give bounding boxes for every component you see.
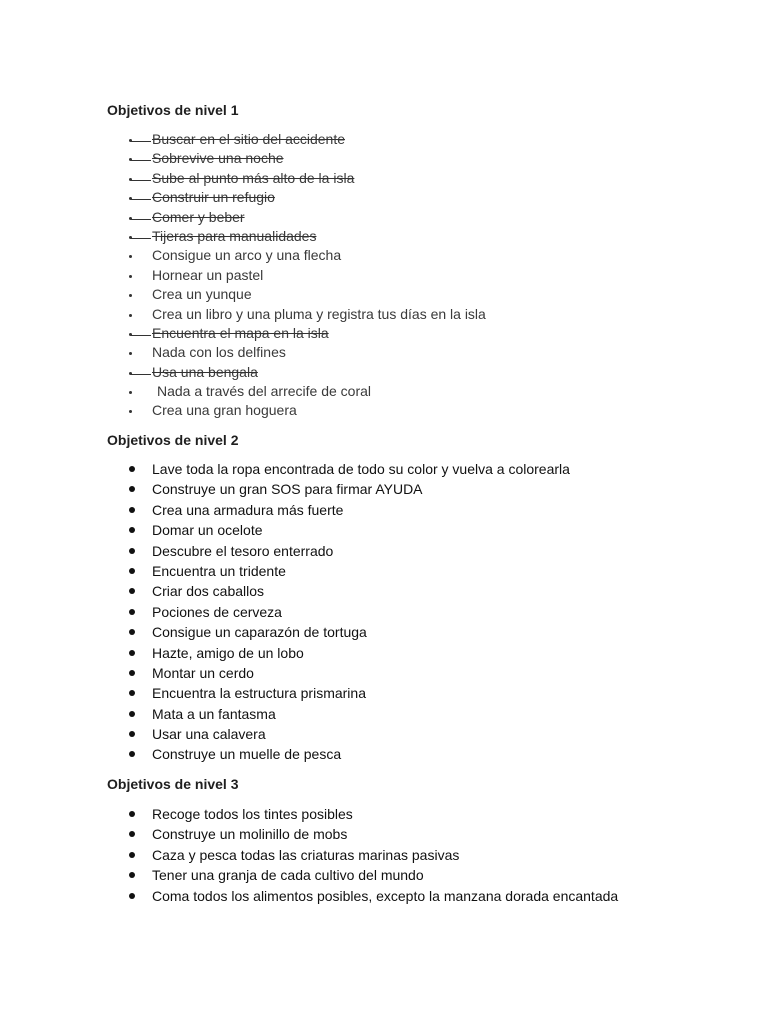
list-item-label: Sobrevive una noche [152, 150, 284, 167]
list-item-label: Montar un cerdo [152, 664, 254, 681]
bullet-icon [129, 507, 135, 513]
list-item-label: Sube al punto más alto de la isla [152, 169, 355, 186]
list-item-label: Construye un gran SOS para firmar AYUDA [152, 481, 423, 498]
list-item-label: Tener una granja de cada cultivo del mundo [152, 867, 424, 884]
list-item-label: Descubre el tesoro enterrado [152, 542, 334, 559]
bullet-icon [129, 568, 135, 574]
bullet-icon [129, 670, 135, 676]
list-item-label: Lave toda la ropa encontrada de todo su color y vuelva a colorearla [152, 461, 570, 477]
level1-heading: Objetivos de nivel 1 [107, 102, 239, 118]
bullet-icon [129, 852, 135, 858]
list-item-label: Encuentra la estructura prismarina [152, 685, 366, 702]
bullet-icon [129, 391, 132, 394]
list-item-label: Hazte, amigo de un lobo [152, 644, 304, 661]
list-item-label: Pociones de cerveza [152, 603, 282, 620]
list-item-label: Criar dos caballos [152, 583, 265, 600]
bullet-icon [129, 410, 132, 413]
strikethrough-mark [131, 141, 151, 142]
bullet-icon [129, 255, 132, 258]
bullet-icon [129, 690, 135, 696]
strikethrough-mark [131, 219, 151, 220]
list-item-label: Coma todos los alimentos posibles, excepto la manzana dorada encantada [152, 887, 619, 904]
bullet-icon [129, 352, 132, 355]
list-item-label: Tijeras para manualidades [152, 227, 317, 244]
bullet-icon [129, 275, 132, 278]
list-item-label: Recoge todos los tintes posibles [152, 806, 353, 822]
list-item-label: Crea un yunque [152, 286, 252, 303]
bullet-icon [129, 650, 135, 656]
strikethrough-mark [131, 374, 151, 375]
list-item-label: Mata a un fantasma [152, 705, 276, 722]
strikethrough-mark [131, 160, 151, 161]
list-item-label: Hornear un pastel [152, 266, 264, 283]
bullet-icon [129, 831, 135, 837]
list-item-label: Consigue un caparazón de tortuga [152, 624, 367, 641]
bullet-icon [129, 731, 135, 737]
bullet-icon [129, 548, 135, 554]
list-item-label: Construye un molinillo de mobs [152, 826, 348, 843]
bullet-icon [129, 711, 135, 717]
strikethrough-mark [131, 180, 151, 181]
bullet-icon [129, 294, 132, 297]
strikethrough-mark [131, 238, 151, 239]
bullet-icon [129, 609, 135, 615]
bullet-icon [129, 751, 135, 757]
bullet-icon [129, 527, 135, 533]
level3-heading: Objetivos de nivel 3 [107, 776, 239, 792]
list-item-label: Construir un refugio [152, 189, 275, 206]
bullet-icon [129, 466, 135, 472]
list-item-label: Nada a través del arrecife de coral [157, 383, 371, 400]
list-item-label: Crea un libro y una pluma y registra tus días en la isla [152, 305, 486, 322]
list-item-label: Crea una gran hoguera [152, 402, 297, 419]
strikethrough-mark [131, 335, 151, 336]
list-item-label: Domar un ocelote [152, 522, 263, 539]
list-item-label: Encuentra un tridente [152, 562, 286, 579]
list-item-label: Caza y pesca todas las criaturas marinas pasivas [152, 846, 460, 863]
list-item-label: Crea una armadura más fuerte [152, 501, 344, 518]
bullet-icon [129, 588, 135, 594]
list-item-label: Construye un muelle de pesca [152, 746, 342, 763]
list-item-label: Usa una bengala [152, 363, 258, 380]
strikethrough-mark [131, 199, 151, 200]
bullet-icon [129, 486, 135, 492]
list-item-label: Consigue un arco y una flecha [152, 247, 342, 264]
bullet-icon [129, 314, 132, 317]
list-item-label: Usar una calavera [152, 726, 266, 743]
bullet-icon [129, 629, 135, 635]
list-item-label: Comer y beber [152, 208, 245, 225]
list-item-label: Encuentra el mapa en la isla [152, 324, 329, 341]
list-item-label: Nada con los delfines [152, 344, 286, 361]
bullet-icon [129, 811, 135, 817]
bullet-icon [129, 872, 135, 878]
bullet-icon [129, 893, 135, 899]
level2-heading: Objetivos de nivel 2 [107, 432, 239, 448]
list-item-label: Buscar en el sitio del accidente [152, 131, 345, 147]
